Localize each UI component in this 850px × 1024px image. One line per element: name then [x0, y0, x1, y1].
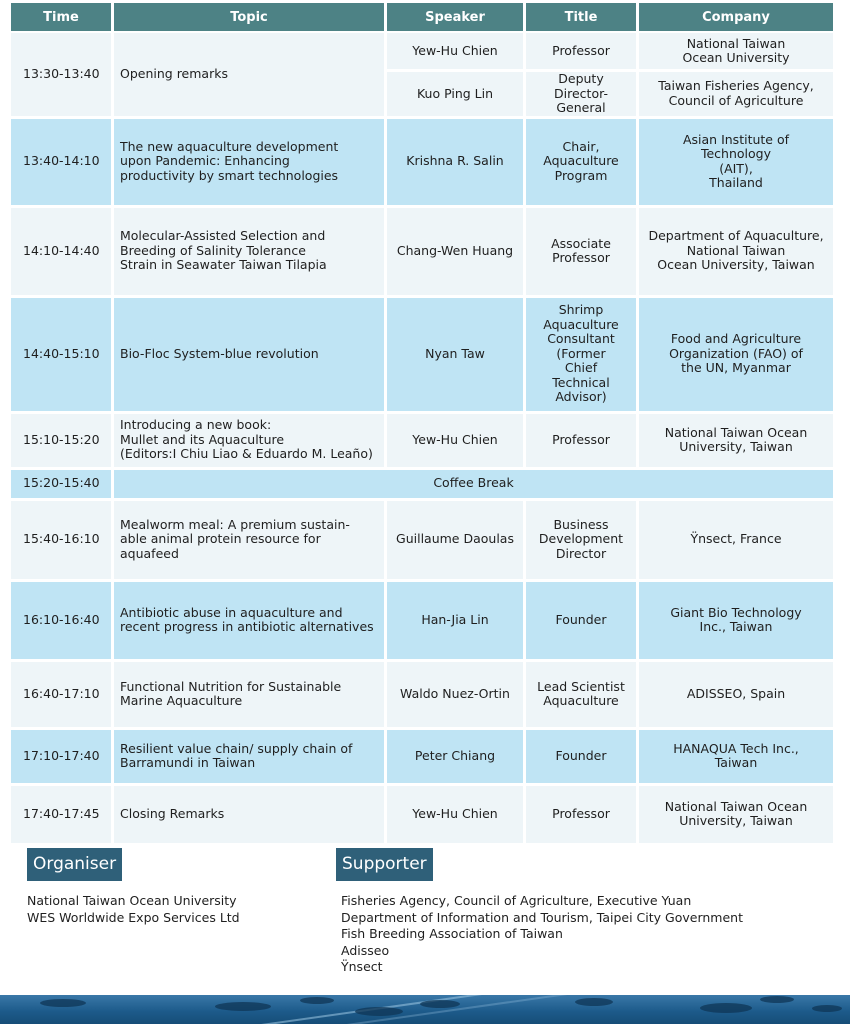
title-cell: Chair, Aquaculture Program [526, 119, 636, 208]
title-cell: Lead Scientist Aquaculture [526, 662, 636, 730]
topic-cell: The new aquaculture development upon Pandemic: Enhancing productivity by smart technologies [114, 119, 384, 208]
speaker-cell: Peter Chiang [387, 730, 523, 786]
supporter-item: Fish Breeding Association of Taiwan [341, 926, 563, 941]
table-row [11, 730, 833, 786]
company-cell: National Taiwan Ocean University, Taiwan [639, 414, 833, 470]
title-cell: Professor [526, 414, 636, 470]
table-row [11, 470, 833, 501]
agenda-body [11, 33, 833, 846]
speaker-cell: Yew-Hu Chien [387, 33, 523, 72]
company-cell: HANAQUA Tech Inc., Taiwan [639, 730, 833, 786]
topic-cell: Opening remarks [114, 33, 384, 119]
supporter-item: Fisheries Agency, Council of Agriculture, Executive Yuan [341, 893, 692, 908]
time-cell: 15:10-15:20 [11, 414, 111, 470]
title-cell: Business Development Director [526, 501, 636, 582]
company-cell: National Taiwan Ocean University, Taiwan [639, 786, 833, 846]
time-cell: 14:10-14:40 [11, 208, 111, 298]
table-row [11, 33, 833, 72]
company-cell: Food and Agriculture Organization (FAO) of the UN, Myanmar [639, 298, 833, 414]
supporter-item: Ÿnsect [341, 959, 383, 974]
speaker-cell: Yew-Hu Chien [387, 786, 523, 846]
time-cell: 15:40-16:10 [11, 501, 111, 582]
organiser-item: WES Worldwide Expo Services Ltd [27, 909, 240, 925]
time-cell: 14:40-15:10 [11, 298, 111, 414]
header-topic: Topic [114, 3, 384, 33]
title-cell: Professor [526, 786, 636, 846]
topic-cell: Antibiotic abuse in aquaculture and recent progress in antibiotic alternatives [114, 582, 384, 662]
speaker-cell: Han-Jia Lin [387, 582, 523, 662]
supporter-item: Adisseo [341, 942, 390, 958]
time-cell: 15:20-15:40 [11, 470, 111, 501]
speaker-cell: Nyan Taw [387, 298, 523, 414]
header-company: Company [639, 3, 833, 33]
table-row [11, 208, 833, 298]
company-cell: Ÿnsect, France [639, 501, 833, 582]
title-cell: Shrimp Aquaculture Consultant (Former Chief Technical Advisor) [526, 298, 636, 414]
supporter-item: Department of Information and Tourism, Taipei City Government [341, 909, 743, 925]
table-row [11, 582, 833, 662]
fish-school-banner [0, 995, 850, 1024]
time-cell: 16:40-17:10 [11, 662, 111, 730]
table-header-row [11, 3, 833, 33]
time-cell: 16:10-16:40 [11, 582, 111, 662]
company-cell: Asian Institute of Technology (AIT), Thailand [639, 119, 833, 208]
supporter-title: Supporter [336, 848, 433, 881]
speaker-cell: Krishna R. Salin [387, 119, 523, 208]
time-cell: 17:40-17:45 [11, 786, 111, 846]
company-cell: ADISSEO, Spain [639, 662, 833, 730]
speaker-cell: Waldo Nuez-Ortin [387, 662, 523, 730]
table-row [11, 119, 833, 208]
title-cell: Founder [526, 582, 636, 662]
speaker-cell: Guillaume Daoulas [387, 501, 523, 582]
header-speaker: Speaker [387, 3, 523, 33]
time-cell: 13:40-14:10 [11, 119, 111, 208]
company-cell: Giant Bio Technology Inc., Taiwan [639, 582, 833, 662]
table-row [11, 501, 833, 582]
company-cell: Taiwan Fisheries Agency, Council of Agriculture [639, 72, 833, 119]
time-cell: 17:10-17:40 [11, 730, 111, 786]
speaker-cell: Yew-Hu Chien [387, 414, 523, 470]
coffee-break-cell: Coffee Break [114, 470, 833, 501]
company-cell: Department of Aquaculture, National Taiwan Ocean University, Taiwan [639, 208, 833, 298]
topic-cell: Molecular-Assisted Selection and Breeding of Salinity Tolerance Strain in Seawater Taiwan Tilapia [114, 208, 384, 298]
header-title: Title [526, 3, 636, 33]
topic-cell: Resilient value chain/ supply chain of Barramundi in Taiwan [114, 730, 384, 786]
topic-cell: Bio-Floc System-blue revolution [114, 298, 384, 414]
topic-cell: Closing Remarks [114, 786, 384, 846]
supporter-list [341, 893, 743, 976]
table-row [11, 414, 833, 470]
speaker-cell: Chang-Wen Huang [387, 208, 523, 298]
title-cell: Founder [526, 730, 636, 786]
table-row [11, 662, 833, 730]
table-row [11, 298, 833, 414]
time-cell: 13:30-13:40 [11, 33, 111, 119]
topic-cell: Introducing a new book: Mullet and its Aquaculture (Editors:I Chiu Liao & Eduardo M. Leaño) [114, 414, 384, 470]
organiser-title: Organiser [27, 848, 122, 881]
organiser-list [27, 893, 240, 926]
title-cell: Professor [526, 33, 636, 72]
title-cell: Deputy Director-General [526, 72, 636, 119]
header-time: Time [11, 3, 111, 33]
title-cell: Associate Professor [526, 208, 636, 298]
topic-cell: Functional Nutrition for Sustainable Marine Aquaculture [114, 662, 384, 730]
speaker-cell: Kuo Ping Lin [387, 72, 523, 119]
table-row [11, 786, 833, 846]
company-cell: National Taiwan Ocean University [639, 33, 833, 72]
agenda-table [8, 3, 836, 846]
topic-cell: Mealworm meal: A premium sustain- able animal protein resource for aquafeed [114, 501, 384, 582]
organiser-item: National Taiwan Ocean University [27, 893, 237, 908]
